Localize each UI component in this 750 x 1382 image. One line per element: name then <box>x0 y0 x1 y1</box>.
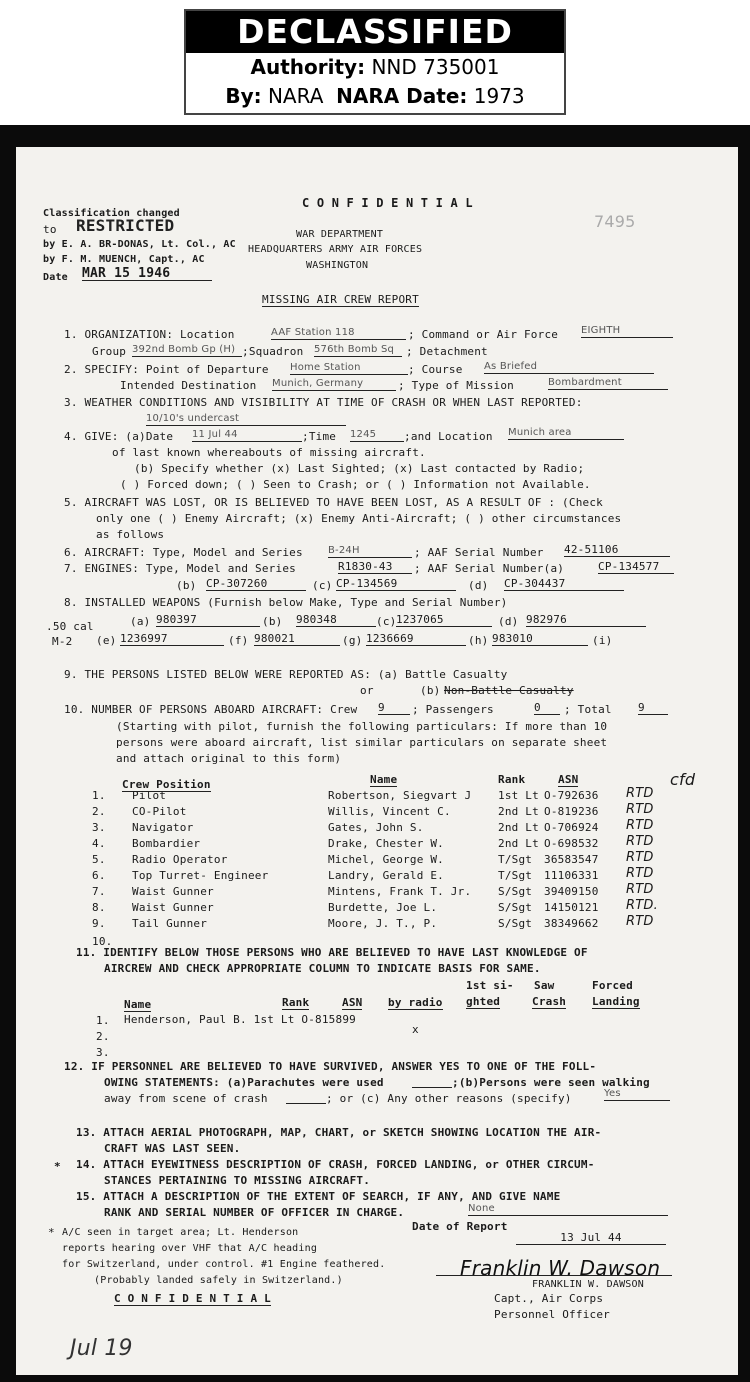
item1-squadron-label: ;Squadron <box>242 345 304 358</box>
reclass-line1: Classification changed <box>43 208 180 219</box>
crew-row-num: 1. <box>92 789 106 802</box>
crew-row-asn: O-792636 <box>544 789 599 802</box>
war-department: WAR DEPARTMENT <box>296 229 384 240</box>
item6-label: 6. AIRCRAFT: Type, Model and Series <box>64 546 303 559</box>
item12-line1: 12. IF PERSONNEL ARE BELIEVED TO HAVE SURVIVED, ANSWER YES TO ONE OF THE FOLL- <box>64 1060 597 1073</box>
crew-header-name: Name <box>370 773 398 786</box>
crew-row-note: RTD <box>626 786 654 801</box>
departure-value: Home Station <box>290 361 408 375</box>
note-line3: for Switzerland, under control. #1 Engine feathered. <box>62 1259 386 1270</box>
weapon-c-value: 1237065 <box>396 613 492 627</box>
mission-type-label: ; Type of Mission <box>398 379 514 392</box>
weapon-b-label: (b) <box>262 615 283 628</box>
command-value: EIGHTH <box>581 324 673 338</box>
item7-label: 7. ENGINES: Type, Model and Series <box>64 562 296 575</box>
location-value: Munich area <box>508 426 624 440</box>
crew-row-asn: 39409150 <box>544 885 599 898</box>
item10-label: 10. NUMBER OF PERSONS ABOARD AIRCRAFT: Crew <box>64 703 358 716</box>
crew-row-name: Robertson, Siegvart J <box>328 789 472 802</box>
reclass-line4: by F. M. MUENCH, Capt., AC <box>43 254 205 265</box>
crew-row-rank: T/Sgt <box>498 853 533 866</box>
sighted-header-1: 1st si- <box>466 979 514 992</box>
i11-header-name: Name <box>124 998 152 1011</box>
crew-row-num: 2. <box>92 805 106 818</box>
total-count: 9 <box>638 701 668 715</box>
item9-or: or <box>360 684 374 697</box>
date-of-report-value: 13 Jul 44 <box>516 1231 666 1245</box>
item14-star: * <box>54 1160 61 1173</box>
crew-row-rank: 2nd Lt <box>498 837 539 850</box>
item13-line1: 13. ATTACH AERIAL PHOTOGRAPH, MAP, CHART, or SKETCH SHOWING LOCATION THE AIR- <box>76 1126 602 1139</box>
item13-line2: CRAFT WAS LAST SEEN. <box>104 1142 241 1155</box>
crew-row-position: CO-Pilot <box>132 805 187 818</box>
item5-line1: 5. AIRCRAFT WAS LOST, OR IS BELIEVED TO HAVE BEEN LOST, AS A RESULT OF : (Check <box>64 496 603 509</box>
weapon-h-label: (h) <box>468 634 489 647</box>
engine-type-value: R1830-43 <box>338 560 412 574</box>
item14-line1: 14. ATTACH EYEWITNESS DESCRIPTION OF CRASH, FORCED LANDING, or OTHER CIRCUM- <box>76 1158 595 1171</box>
note-line2: reports hearing over VHF that A/C heading <box>62 1243 318 1254</box>
crew-row-num: 8. <box>92 901 106 914</box>
passengers-label: ; Passengers <box>412 703 494 716</box>
weapon-a-label: (a) <box>130 615 151 628</box>
crew-row-rank: 1st Lt <box>498 789 539 802</box>
crew-row-rank: S/Sgt <box>498 917 533 930</box>
crew-row-note: RTD <box>626 882 654 897</box>
passengers-count: 0 <box>534 701 560 715</box>
weapons-caliber: .50 cal <box>46 620 94 633</box>
crew-row-10: 10. <box>92 935 113 948</box>
mission-type-value: Bombardment <box>548 376 668 390</box>
crew-row-position: Waist Gunner <box>132 885 214 898</box>
item1-label: 1. ORGANIZATION: Location <box>64 328 235 341</box>
i11-header-radio: by radio <box>388 996 443 1009</box>
location-label: ;and Location <box>404 430 493 443</box>
crew-row-note: RTD <box>626 914 654 929</box>
scanned-document <box>0 125 750 1382</box>
reclass-line3: by E. A. BR-DONAS, Lt. Col., AC <box>43 239 236 250</box>
item1-detachment-label: ; Detachment <box>406 345 488 358</box>
officer-title: Personnel Officer <box>494 1308 610 1321</box>
item4-whereabouts: of last known whereabouts of missing aircraft. <box>112 446 426 459</box>
weapon-f-label: (f) <box>228 634 249 647</box>
washington: WASHINGTON <box>306 260 369 271</box>
handwritten-date: Jul 19 <box>70 1336 133 1361</box>
crew-row-name: Landry, Gerald E. <box>328 869 444 882</box>
crew-row-num: 9. <box>92 917 106 930</box>
other-reasons-value: Yes <box>604 1087 670 1101</box>
crew-row-note: RTD. <box>626 898 658 913</box>
crew-row-position: Navigator <box>132 821 194 834</box>
crew-row-name: Burdette, Joe L. <box>328 901 438 914</box>
crew-row-note: RTD <box>626 866 654 881</box>
i11-row3-num: 3. <box>96 1046 110 1059</box>
item12-line3b: ; or (c) Any other reasons (specify) <box>326 1092 572 1105</box>
crew-row-asn: 11106331 <box>544 869 599 882</box>
item8-label: 8. INSTALLED WEAPONS (Furnish below Make, Type and Serial Number) <box>64 596 508 609</box>
engine-d-label: (d) <box>468 579 489 592</box>
crew-row-note: RTD <box>626 818 654 833</box>
crew-row-num: 5. <box>92 853 106 866</box>
reclass-to-value: RESTRICTED <box>76 216 175 235</box>
crew-row-name: Drake, Chester W. <box>328 837 444 850</box>
crew-row-position: Pilot <box>132 789 167 802</box>
weather-value: 10/10's undercast <box>146 412 346 426</box>
crew-header-position: Crew Position <box>122 778 211 791</box>
weapon-d-label: (d) <box>498 615 519 628</box>
crew-row-name: Willis, Vincent C. <box>328 805 451 818</box>
item11-line1: 11. IDENTIFY BELOW THOSE PERSONS WHO ARE BELIEVED TO HAVE LAST KNOWLEDGE OF <box>76 946 588 959</box>
crew-row-asn: 38349662 <box>544 917 599 930</box>
crew-header-rank: Rank <box>498 773 526 786</box>
engine-a-value: CP-134577 <box>598 560 674 574</box>
forced-header-1: Forced <box>592 979 633 992</box>
forced-header-2: Landing <box>592 995 640 1008</box>
destination-value: Munich, Germany <box>272 377 396 391</box>
signature-line <box>436 1275 672 1276</box>
reclass-date-label: Date <box>43 272 68 283</box>
crew-row-name: Michel, George W. <box>328 853 444 866</box>
engine-d-value: CP-304437 <box>504 577 624 591</box>
weapon-g-label: (g) <box>342 634 363 647</box>
time-label: ;Time <box>302 430 337 443</box>
item12-line2b: ;(b)Persons were seen walking <box>452 1076 650 1089</box>
walking-blank <box>286 1093 326 1104</box>
crew-row-rank: 2nd Lt <box>498 805 539 818</box>
crew-row-rank: 2nd Lt <box>498 821 539 834</box>
station-value: AAF Station 118 <box>271 326 406 340</box>
weapon-d-value: 982976 <box>526 613 646 627</box>
weapons-model: M-2 <box>52 635 73 648</box>
crew-row-num: 6. <box>92 869 106 882</box>
i11-row1-num: 1. <box>96 1014 110 1027</box>
item1-command-label: ; Command or Air Force <box>408 328 559 341</box>
item15-line1: 15. ATTACH A DESCRIPTION OF THE EXTENT OF SEARCH, IF ANY, AND GIVE NAME <box>76 1190 561 1203</box>
search-officer-value: None <box>468 1202 668 1216</box>
weapon-e-label: (e) <box>96 634 117 647</box>
i11-header-rank: Rank <box>282 996 310 1009</box>
i11-header-asn: ASN <box>342 996 363 1009</box>
item10-line4: and attach original to this form) <box>116 752 342 765</box>
stamp-authority: Authority: NND 735001 <box>250 55 500 79</box>
group-value: 392nd Bomb Gp (H) <box>132 343 242 357</box>
item15-line2: RANK AND SERIAL NUMBER OF OFFICER IN CHARGE. <box>104 1206 405 1219</box>
aircraft-type-value: B-24H <box>328 544 412 558</box>
engine-b-label: (b) <box>176 579 197 592</box>
item1-group-label: Group <box>92 345 127 358</box>
crew-row-num: 3. <box>92 821 106 834</box>
crew-row-position: Tail Gunner <box>132 917 208 930</box>
engine-b-value: CP-307260 <box>206 577 306 591</box>
crew-row-asn: O-706924 <box>544 821 599 834</box>
course-label: ; Course <box>408 363 463 376</box>
crew-count: 9 <box>378 701 410 715</box>
item12-line2a: OWING STATEMENTS: (a)Parachutes were used <box>104 1076 384 1089</box>
confidential-header: C O N F I D E N T I A L <box>302 196 473 210</box>
item10-line3: persons were aboard aircraft, list similar particulars on separate sheet <box>116 736 608 749</box>
item5-line3: as follows <box>96 528 165 541</box>
declassified-stamp <box>184 9 566 115</box>
handwritten-cfd: cfd <box>670 770 696 789</box>
confidential-footer: C O N F I D E N T I A L <box>114 1292 271 1305</box>
non-battle-casualty: Non-Battle Casualty <box>444 684 574 697</box>
stamp-header: DECLASSIFIED <box>186 11 564 53</box>
time-value: 1245 <box>350 428 404 442</box>
destination-label: Intended Destination <box>120 379 257 392</box>
crew-header-asn: ASN <box>558 773 579 786</box>
crew-row-name: Gates, John S. <box>328 821 424 834</box>
crew-row-position: Radio Operator <box>132 853 228 866</box>
aircraft-serial-value: 42-51106 <box>564 543 670 557</box>
engine-serial-label: ; AAF Serial Number(a) <box>414 562 565 575</box>
crew-row-asn: 14150121 <box>544 901 599 914</box>
item10-line2: (Starting with pilot, furnish the following particulars: If more than 10 <box>116 720 608 733</box>
sighted-header-2: ghted <box>466 995 501 1008</box>
i11-row2-num: 2. <box>96 1030 110 1043</box>
crew-row-note: RTD <box>626 850 654 865</box>
report-title: MISSING AIR CREW REPORT <box>262 293 419 306</box>
weapon-i-label: (i) <box>592 634 613 647</box>
total-label: ; Total <box>564 703 612 716</box>
date-value: 11 Jul 44 <box>192 428 302 442</box>
item9-b-label: (b) <box>420 684 441 697</box>
note-star: * <box>48 1226 55 1239</box>
signature: Franklin W. Dawson <box>460 1256 661 1280</box>
parachutes-blank <box>412 1077 452 1088</box>
course-value: As Briefed <box>484 360 654 374</box>
item2-label: 2. SPECIFY: Point of Departure <box>64 363 269 376</box>
stamp-by: By: NARA NARA Date: 1973 <box>225 84 525 108</box>
item11-line2: AIRCREW AND CHECK APPROPRIATE COLUMN TO INDICATE BASIS FOR SAME. <box>104 962 541 975</box>
crew-row-note: RTD <box>626 802 654 817</box>
crew-row-rank: T/Sgt <box>498 869 533 882</box>
item4-label: 4. GIVE: (a)Date <box>64 430 174 443</box>
doc-number: 7495 <box>594 212 636 231</box>
crew-row-name: Mintens, Frank T. Jr. <box>328 885 472 898</box>
squadron-value: 576th Bomb Sq <box>314 343 402 357</box>
crew-row-num: 7. <box>92 885 106 898</box>
hq-army-air-forces: HEADQUARTERS ARMY AIR FORCES <box>248 244 423 255</box>
weapon-b-value: 980348 <box>296 613 376 627</box>
engine-c-value: CP-134569 <box>336 577 456 591</box>
document-sheet <box>16 147 738 1375</box>
typed-name: FRANKLIN W. DAWSON <box>532 1279 644 1290</box>
crew-row-asn: O-819236 <box>544 805 599 818</box>
aircraft-serial-label: ; AAF Serial Number <box>414 546 544 559</box>
crew-row-rank: S/Sgt <box>498 885 533 898</box>
date-of-report-label: Date of Report <box>412 1220 508 1233</box>
item4-forced: ( ) Forced down; ( ) Seen to Crash; or ( ) Information not Available. <box>120 478 591 491</box>
item9-label: 9. THE PERSONS LISTED BELOW WERE REPORTED AS: (a) Battle Casualty <box>64 668 508 681</box>
i11-row1: Henderson, Paul B. 1st Lt O-815899 <box>124 1013 356 1026</box>
item4-sighted: (b) Specify whether (x) Last Sighted; (x) Last contacted by Radio; <box>134 462 585 475</box>
crew-row-asn: O-698532 <box>544 837 599 850</box>
crew-row-note: RTD <box>626 834 654 849</box>
weapon-c-label: (c) <box>376 615 397 628</box>
crew-row-asn: 36583547 <box>544 853 599 866</box>
crew-row-position: Waist Gunner <box>132 901 214 914</box>
weapon-f-value: 980021 <box>254 632 340 646</box>
crash-header-2: Crash <box>532 995 567 1008</box>
weapon-g-value: 1236669 <box>366 632 466 646</box>
crash-header-1: Saw <box>534 979 555 992</box>
weapon-h-value: 983010 <box>492 632 588 646</box>
reclass-date-value: MAR 15 1946 <box>82 267 212 281</box>
weapon-a-value: 980397 <box>156 613 260 627</box>
reclass-to-label: to <box>43 223 57 236</box>
item3-label: 3. WEATHER CONDITIONS AND VISIBILITY AT TIME OF CRASH OR WHEN LAST REPORTED: <box>64 396 583 409</box>
item5-line2: only one ( ) Enemy Aircraft; (x) Enemy Anti-Aircraft; ( ) other circumstances <box>96 512 622 525</box>
crew-row-rank: S/Sgt <box>498 901 533 914</box>
item14-line2: STANCES PERTAINING TO MISSING AIRCRAFT. <box>104 1174 371 1187</box>
i11-row1-radio-mark: x <box>412 1023 419 1036</box>
crew-row-position: Bombardier <box>132 837 201 850</box>
crew-row-position: Top Turret- Engineer <box>132 869 269 882</box>
officer-rank: Capt., Air Corps <box>494 1292 604 1305</box>
item12-line3a: away from scene of crash <box>104 1092 268 1105</box>
note-line4: (Probably landed safely in Switzerland.) <box>94 1275 343 1286</box>
note-line1: A/C seen in target area; Lt. Henderson <box>62 1227 299 1238</box>
engine-c-label: (c) <box>312 579 333 592</box>
crew-row-name: Moore, J. T., P. <box>328 917 438 930</box>
weapon-e-value: 1236997 <box>120 632 224 646</box>
crew-row-num: 4. <box>92 837 106 850</box>
